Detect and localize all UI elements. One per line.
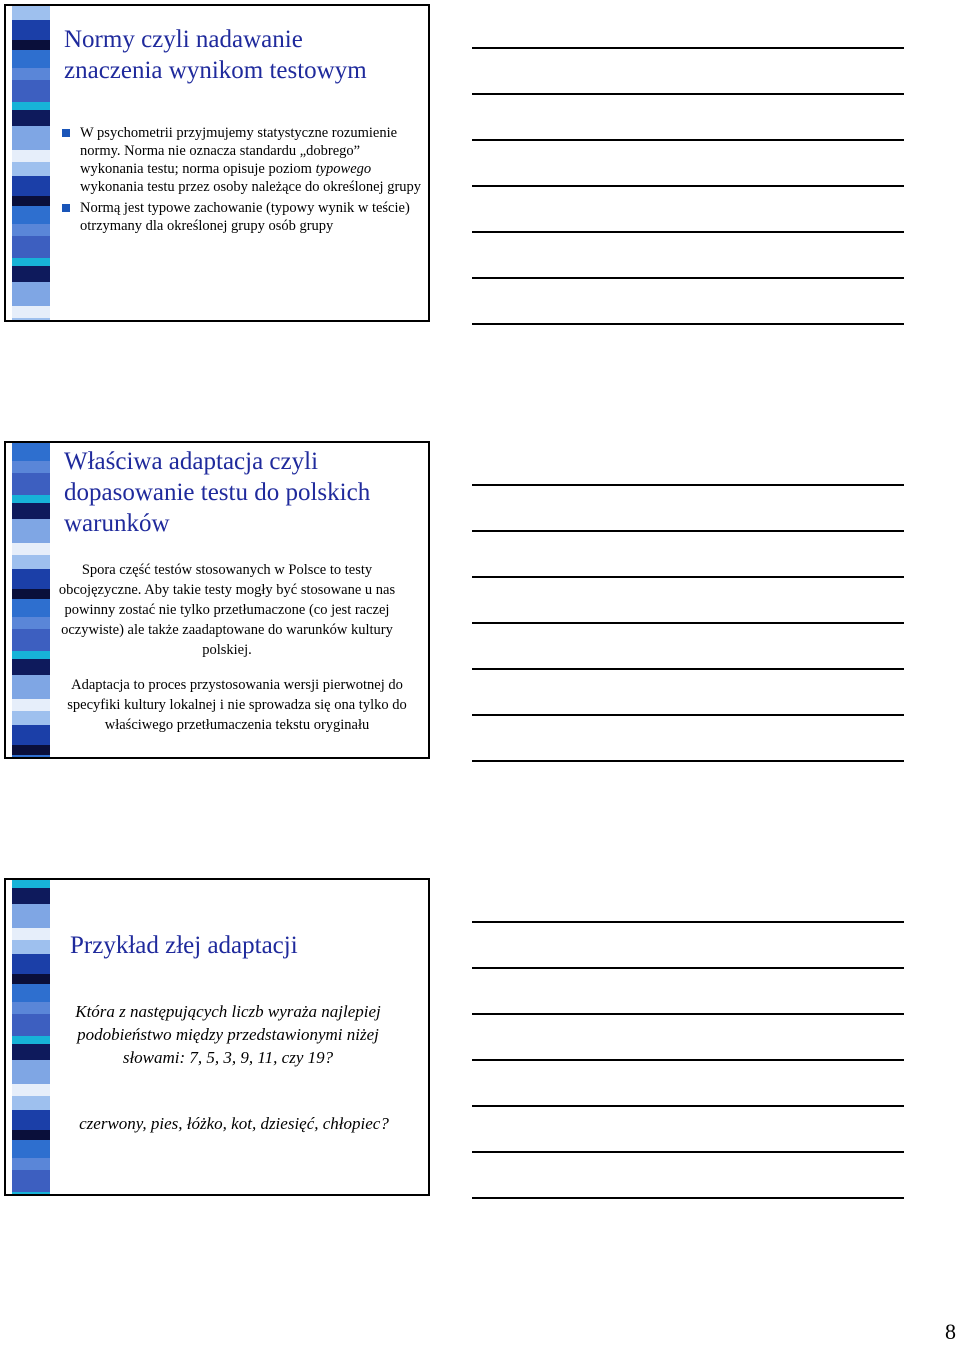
paragraph: Spora część testów stosowanych w Polsce to testy obcojęzyczne. Aby takie testy mogły być stosowane u nas powinny zostać nie tylko przetłumaczone (co jest raczej oczywiste) ale także zaadaptowane do warunków kultury polskiej. [58, 562, 396, 658]
slide-3 [4, 878, 430, 1196]
decorative-stripe [12, 6, 50, 320]
paragraph: Adaptacja to proces przystosowania wersji pierwotnej do specyfiki kultury lokalnej i nie sprowadza się ona tylko do właściwego przetłumaczenia tekstu oryginału [67, 677, 407, 733]
bullet-list [62, 124, 422, 238]
slide-title: Normy czyli nadawanie znaczenia wynikom testowym [64, 26, 367, 84]
page-number: 8 [945, 1319, 956, 1344]
bullet-item: Normą jest typowe zachowanie (typowy wynik w teście) otrzymany dla określonej grupy osób grupy [62, 199, 422, 235]
word-list-text: czerwony, pies, łóżko, kot, dziesięć, chłopiec? [79, 1114, 389, 1133]
square-bullet-icon [62, 129, 70, 137]
slide-2 [4, 441, 430, 759]
slide-1 [4, 4, 430, 322]
slide-title: Przykład złej adaptacji [70, 932, 298, 959]
square-bullet-icon [62, 204, 70, 212]
decorative-stripe [12, 880, 50, 1194]
slide-title: Właściwa adaptacja czyli dopasowanie testu do polskich warunków [64, 448, 371, 537]
bullet-item: W psychometrii przyjmujemy statystyczne rozumienie normy. Norma nie oznacza standardu „dobrego” wykonania testu; norma opisuje poziom typowego wykonania testu przez osoby należące do określonej grupy [62, 124, 422, 196]
question-text: Która z następujących liczb wyraża najlepiej podobieństwo między przedstawionymi niżej słowami: 7, 5, 3, 9, 11, czy 19? [75, 1002, 381, 1067]
decorative-stripe [12, 443, 50, 757]
